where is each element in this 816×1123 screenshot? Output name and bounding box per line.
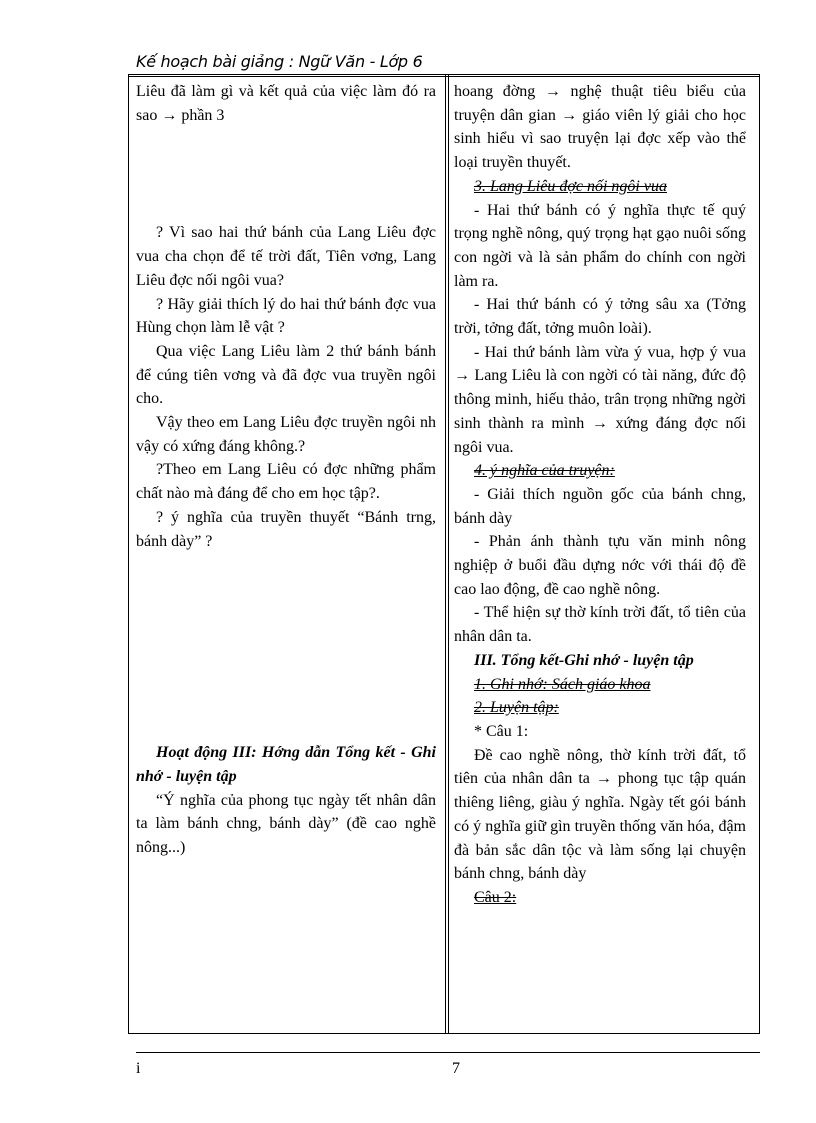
right-bullet-2: - Hai thứ bánh có ý tởng sâu xa (Tởng trời, tởng đất, tởng muôn loài).	[454, 296, 746, 338]
page-header-title: Kế hoạch bài giảng : Ngữ Văn - Lớp 6	[136, 52, 423, 71]
right-bullet-3: - Hai thứ bánh làm vừa ý vua, hợp ý vua → Lang Liêu là con ngời có tài năng, đức độ thông minh, hiếu thảo, trân trọng những ngời sinh thành ra mình → xứng đáng đợc nối ngôi vua.	[454, 343, 746, 456]
footer-rule	[136, 1052, 760, 1053]
left-activity-heading: Hoạt động III: Hớng dẫn Tổng kết - Ghi nhớ - luyện tập	[136, 744, 436, 785]
right-meaning-2: - Phản ánh thành tựu văn minh nông nghiệp ở buổi đầu dựng nớc với thái độ đề cao lao động, đề cao nghề nông.	[454, 533, 746, 598]
left-question-4: Vậy theo em Lang Liêu đợc truyền ngôi nh vậy có xứng đáng không.?	[136, 414, 436, 455]
right-section-4-heading: 4. ý nghĩa của truyện:	[474, 462, 615, 480]
table-top-double-rule	[128, 76, 760, 77]
right-column	[454, 80, 746, 910]
right-cau-2-label: Câu 2:	[474, 888, 517, 906]
page-number: 7	[452, 1060, 460, 1077]
right-meaning-3: - Thể hiện sự thờ kính trời đất, tổ tiên của nhân dân ta.	[454, 604, 746, 646]
left-question-6: ? ý nghĩa của truyền thuyết “Bánh trng, bánh dày” ?	[136, 508, 436, 550]
right-cau-1-body: Đề cao nghề nông, thờ kính trời đất, tổ tiên của nhân dân ta → phong tục tập quán thiêng liêng, giàu ý nghĩa. Ngày tết gói bánh có ý nghĩa giữ gìn truyền thống văn hóa, đậm đà bản sắc dân tộc và làm sống lại chuyện bánh chng, bánh dày	[454, 746, 746, 883]
column-divider-inner	[448, 75, 449, 1033]
right-summary-heading: III. Tổng kết-Ghi nhớ - luyện tập	[474, 651, 694, 669]
left-question-3: Qua việc Lang Liêu làm 2 thứ bánh bánh để cúng tiên vơng và đã đợc vua truyền ngôi cho.	[136, 342, 436, 408]
left-paragraph-1: Liêu đã làm gì và kết quả của việc làm đó ra sao → phần 3	[136, 83, 436, 124]
left-question-2: ? Hãy giải thích lý do hai thứ bánh đợc vua Hùng chọn làm lễ vật ?	[136, 295, 436, 337]
right-ghi-nho: 1. Ghi nhớ: Sách giáo khoa	[474, 675, 651, 693]
right-bullet-1: - Hai thứ bánh có ý nghĩa thực tế quý trọng nghề nông, quý trọng hạt gạo nuôi sống con ngời và là sản phẩm do chính con ngời làm ra.	[454, 201, 746, 290]
left-question-1: ? Vì sao hai thứ bánh của Lang Liêu đợc vua cha chọn để tế trời đất, Tiên vơng, Lang Liêu đợc nối ngôi vua?	[136, 224, 436, 289]
column-divider	[445, 75, 446, 1033]
footer-left-mark: i	[136, 1060, 141, 1077]
left-question-5: ?Theo em Lang Liêu có đợc những phẩm chất nào mà đáng để cho em học tập?.	[136, 461, 436, 503]
right-paragraph-1: hoang đờng → nghệ thuật tiêu biểu của truyện dân gian → giáo viên lý giải cho học sinh hiểu vì sao truyện lại đợc xếp vào thể loại truyền thuyết.	[454, 83, 746, 172]
right-luyen-tap: 2. Luyện tập:	[474, 699, 559, 717]
left-paragraph-3: “Ý nghĩa của phong tục ngày tết nhân dân ta làm bánh chng, bánh dày” (đề cao nghề nông...)	[136, 791, 436, 857]
right-cau-1-label: * Câu 1:	[474, 722, 529, 740]
right-section-3-heading: 3. Lang Liêu đợc nối ngôi vua	[474, 177, 667, 195]
right-meaning-1: - Giải thích nguồn gốc của bánh chng, bánh dày	[454, 485, 746, 527]
left-column	[136, 80, 436, 860]
